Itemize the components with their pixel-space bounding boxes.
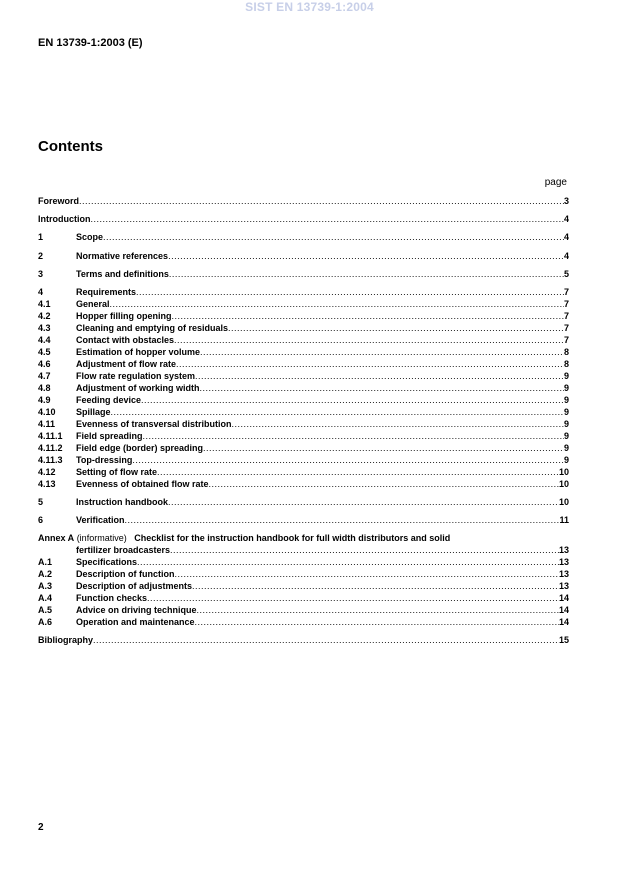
toc-page: 9 xyxy=(563,383,569,393)
toc-label: Setting of flow rate xyxy=(76,467,157,477)
toc-page: 10 xyxy=(558,497,569,507)
toc-number: A.1 xyxy=(38,557,53,567)
toc-page: 3 xyxy=(563,196,569,206)
leader-dots xyxy=(79,195,564,207)
toc-label: Bibliography xyxy=(38,635,94,645)
toc-number: A.5 xyxy=(38,605,53,615)
toc-number: 4.9 xyxy=(38,395,51,405)
toc-label: Description of adjustments xyxy=(76,581,193,591)
leader-dots xyxy=(176,358,564,370)
leader-dots xyxy=(175,568,559,580)
toc-label: Contact with obstacles xyxy=(76,335,175,345)
toc-number: A.4 xyxy=(38,593,53,603)
leader-dots xyxy=(168,496,559,508)
toc-page: 9 xyxy=(563,395,569,405)
toc-entry[interactable] xyxy=(38,231,569,243)
leader-dots xyxy=(195,616,559,628)
toc-number: 4.12 xyxy=(38,467,56,477)
toc-entry[interactable] xyxy=(38,454,569,466)
toc-page: 9 xyxy=(563,419,569,429)
toc-entry[interactable] xyxy=(38,514,569,526)
annex-heading[interactable] xyxy=(38,532,569,544)
annex-informative: (informative) xyxy=(76,533,127,543)
toc-entry[interactable] xyxy=(38,195,569,207)
leader-dots xyxy=(192,580,559,592)
toc-label: Description of function xyxy=(76,569,175,579)
toc-number: 4.2 xyxy=(38,311,51,321)
toc-label: Cleaning and emptying of residuals xyxy=(76,323,229,333)
toc-label: Normative references xyxy=(76,251,169,261)
leader-dots xyxy=(141,394,564,406)
toc-page: 4 xyxy=(563,232,569,242)
toc-entry[interactable] xyxy=(38,556,569,568)
toc-number: 4.4 xyxy=(38,335,51,345)
toc-label: Top-dressing xyxy=(76,455,133,465)
toc-number: 4 xyxy=(38,287,44,297)
page-title: Contents xyxy=(38,138,103,155)
toc-entry[interactable] xyxy=(38,478,569,490)
leader-dots xyxy=(169,268,564,280)
toc-entry[interactable] xyxy=(38,298,569,310)
toc-number: A.6 xyxy=(38,617,53,627)
toc-page: 5 xyxy=(563,269,569,279)
toc-page: 11 xyxy=(559,515,569,525)
toc-number: A.3 xyxy=(38,581,53,591)
toc-page: 10 xyxy=(558,479,569,489)
leader-dots xyxy=(93,634,559,646)
toc-label: Advice on driving technique xyxy=(76,605,197,615)
toc-entry[interactable] xyxy=(38,310,569,322)
toc-page: 4 xyxy=(563,214,569,224)
toc-entry[interactable] xyxy=(38,346,569,358)
toc-page: 9 xyxy=(563,371,569,381)
toc-number: 4.11.3 xyxy=(38,455,63,465)
leader-dots xyxy=(174,334,564,346)
leader-dots xyxy=(200,382,564,394)
leader-dots xyxy=(137,556,559,568)
toc-entry[interactable] xyxy=(38,430,569,442)
toc-entry[interactable] xyxy=(38,406,569,418)
toc-page: 15 xyxy=(558,635,569,645)
leader-dots xyxy=(110,298,564,310)
toc-entry[interactable] xyxy=(38,334,569,346)
leader-dots xyxy=(125,514,560,526)
toc-label: Evenness of transversal distribution xyxy=(76,419,232,429)
leader-dots xyxy=(143,430,564,442)
toc-number: 6 xyxy=(38,515,44,525)
toc-entry[interactable] xyxy=(38,592,569,604)
leader-dots xyxy=(136,286,564,298)
toc-number: 4.5 xyxy=(38,347,51,357)
toc-entry[interactable] xyxy=(38,604,569,616)
annex-title-line2: fertilizer broadcasters xyxy=(76,545,171,555)
annex-title: Checklist for the instruction handbook for full width distributors and solid xyxy=(134,533,451,543)
toc-page: 4 xyxy=(563,251,569,261)
toc-number: 4.1 xyxy=(38,299,51,309)
toc-entry[interactable] xyxy=(38,466,569,478)
toc-page: 7 xyxy=(563,287,569,297)
toc-label: General xyxy=(76,299,110,309)
leader-dots xyxy=(111,406,564,418)
toc-entry[interactable] xyxy=(38,418,569,430)
leader-dots xyxy=(232,418,564,430)
toc-page: 10 xyxy=(558,467,569,477)
leader-dots xyxy=(157,466,559,478)
toc-number: 3 xyxy=(38,269,44,279)
toc-label: Hopper filling opening xyxy=(76,311,172,321)
toc-label: Foreword xyxy=(38,196,80,206)
toc-page: 14 xyxy=(558,617,569,627)
leader-dots xyxy=(200,346,564,358)
toc-entry[interactable] xyxy=(38,358,569,370)
toc-label: Adjustment of working width xyxy=(76,383,200,393)
toc-page: 7 xyxy=(563,311,569,321)
leader-dots xyxy=(228,322,564,334)
toc-label: Spillage xyxy=(76,407,111,417)
toc-label: Field edge (border) spreading xyxy=(76,443,204,453)
leader-dots xyxy=(197,604,559,616)
watermark: SIST EN 13739-1:2004 xyxy=(245,0,374,14)
leader-dots xyxy=(203,442,564,454)
toc-number: 4.6 xyxy=(38,359,51,369)
toc-page: 9 xyxy=(563,407,569,417)
toc-page: 7 xyxy=(563,299,569,309)
toc-entry[interactable] xyxy=(38,616,569,628)
toc-label: Evenness of obtained flow rate xyxy=(76,479,209,489)
leader-dots xyxy=(195,370,564,382)
toc-page: 8 xyxy=(563,359,569,369)
toc-number: 2 xyxy=(38,251,44,261)
page-number: 2 xyxy=(38,822,44,833)
toc-entry[interactable] xyxy=(38,442,569,454)
toc-page: 13 xyxy=(558,581,569,591)
toc-entry[interactable] xyxy=(38,286,569,298)
toc-entry[interactable] xyxy=(38,394,569,406)
toc-label: Introduction xyxy=(38,214,91,224)
toc-label: Estimation of hopper volume xyxy=(76,347,201,357)
toc-page: 7 xyxy=(563,323,569,333)
leader-dots xyxy=(209,478,559,490)
toc-entry[interactable] xyxy=(38,268,569,280)
toc-entry[interactable] xyxy=(38,250,569,262)
toc-page: 14 xyxy=(558,593,569,603)
toc-label: Field spreading xyxy=(76,431,143,441)
toc-number: A.2 xyxy=(38,569,53,579)
toc-label: Function checks xyxy=(76,593,148,603)
toc-page: 8 xyxy=(563,347,569,357)
toc-page: 13 xyxy=(558,557,569,567)
toc-number: 4.3 xyxy=(38,323,51,333)
toc-page: 13 xyxy=(558,545,569,555)
toc-entry[interactable] xyxy=(38,496,569,508)
toc-label: Feeding device xyxy=(76,395,142,405)
toc-entry[interactable] xyxy=(38,213,569,225)
toc-number: 4.13 xyxy=(38,479,56,489)
toc-entry[interactable] xyxy=(38,580,569,592)
annex-prefix: Annex A xyxy=(38,533,75,543)
toc-number: 4.8 xyxy=(38,383,51,393)
toc-number: 1 xyxy=(38,232,44,242)
leader-dots xyxy=(172,310,564,322)
toc-number: 5 xyxy=(38,497,44,507)
toc-label: Scope xyxy=(76,232,104,242)
leader-dots xyxy=(168,250,564,262)
toc-label: Requirements xyxy=(76,287,137,297)
leader-dots xyxy=(91,213,564,225)
toc-number: 4.11.2 xyxy=(38,443,63,453)
leader-dots xyxy=(132,454,564,466)
leader-dots xyxy=(170,544,559,556)
toc-entry[interactable] xyxy=(38,382,569,394)
toc-number: 4.7 xyxy=(38,371,51,381)
toc-entry[interactable] xyxy=(38,568,569,580)
toc-entry[interactable] xyxy=(38,634,569,646)
toc-entry[interactable] xyxy=(38,322,569,334)
toc-label: Terms and definitions xyxy=(76,269,169,279)
toc-entry[interactable] xyxy=(38,370,569,382)
toc-label: Specifications xyxy=(76,557,138,567)
toc-label: Flow rate regulation system xyxy=(76,371,196,381)
annex-heading-continued[interactable] xyxy=(38,544,569,556)
leader-dots xyxy=(147,592,559,604)
toc-number: 4.11 xyxy=(38,419,56,429)
toc-page: 13 xyxy=(558,569,569,579)
leader-dots xyxy=(103,231,564,243)
toc-label: Verification xyxy=(76,515,125,525)
document-id: EN 13739-1:2003 (E) xyxy=(38,37,143,49)
toc-page: 9 xyxy=(563,455,569,465)
toc-page: 9 xyxy=(563,431,569,441)
toc-page: 9 xyxy=(563,443,569,453)
toc-label: Operation and maintenance xyxy=(76,617,195,627)
toc-number: 4.11.1 xyxy=(38,431,63,441)
toc-page: 14 xyxy=(558,605,569,615)
toc-number: 4.10 xyxy=(38,407,56,417)
page-column-header: page xyxy=(544,177,567,188)
toc-label: Adjustment of flow rate xyxy=(76,359,177,369)
toc-page: 7 xyxy=(563,335,569,345)
toc-label: Instruction handbook xyxy=(76,497,168,507)
